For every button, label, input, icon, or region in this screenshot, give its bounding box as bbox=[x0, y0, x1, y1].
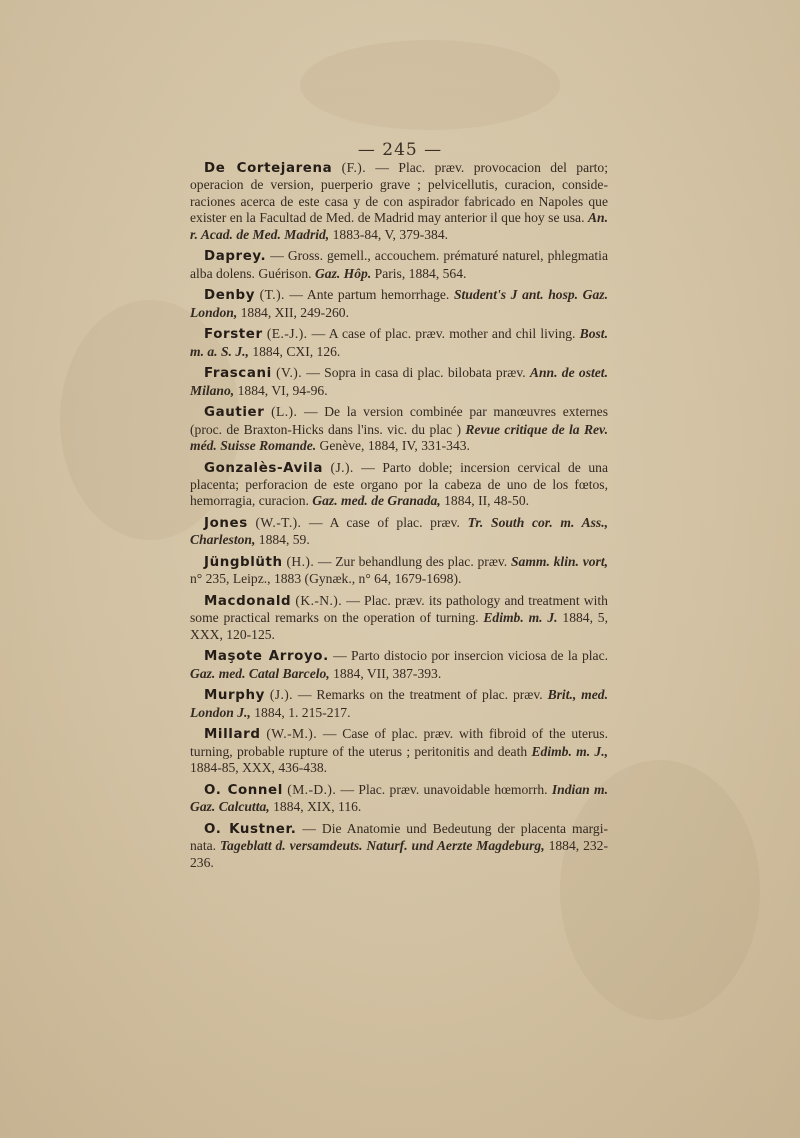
entry-title: — Parto doble; incersion cervical de una placenta; perforacion de este organo por la cabeza de uno de los fœtos, hemorragia, curacion. bbox=[190, 459, 608, 509]
entry-title: — Remarks on the treatment of plac. præv. bbox=[297, 687, 543, 703]
entry-journal: Ann. de ostet. Milano, bbox=[190, 365, 608, 398]
entry-title: — A case of plac. præv. mother and chil living. bbox=[311, 326, 576, 342]
entry-citation: 1884, VII, 387-393. bbox=[333, 665, 442, 681]
entry-initials: (K.-N.). bbox=[295, 593, 343, 609]
entry-author: Murphy bbox=[204, 688, 265, 704]
bibliography-entry bbox=[190, 554, 608, 588]
entry-author: De Cortejarena bbox=[204, 161, 333, 176]
entry-author: Jones bbox=[204, 516, 248, 532]
bibliography-entry bbox=[190, 648, 608, 682]
entry-author: Daprey. bbox=[204, 249, 267, 265]
entry-citation: 1884, XIX, 116. bbox=[273, 799, 362, 815]
entry-initials: (J.). bbox=[269, 687, 293, 703]
entry-title: — Case of plac. præv. with fibroid of the uterus. turning, probable rupture of the uterus ; peritonitis and death bbox=[190, 726, 609, 759]
bibliography-entry bbox=[190, 593, 608, 643]
entry-initials: (W.-M.). bbox=[266, 726, 318, 742]
entry-citation: 1884, II, 48-50. bbox=[444, 493, 530, 509]
bibliography-entry bbox=[190, 726, 608, 776]
entry-author: Frascani bbox=[204, 366, 272, 382]
bibliography-entry bbox=[190, 782, 608, 816]
entry-initials: (L.). bbox=[271, 404, 298, 420]
entry-title: — Die Anatomie und Bedeutung der placenta margi-nata. bbox=[190, 820, 608, 854]
bibliography-entry bbox=[190, 365, 608, 399]
entry-journal: Edimb. m. J., bbox=[531, 743, 608, 759]
entry-title: — Zur behandlung des plac. præv. bbox=[317, 554, 508, 570]
entry-initials: (H.). bbox=[286, 554, 315, 570]
entry-citation: Genève, 1884, IV, 331-343. bbox=[319, 438, 470, 454]
page-number: — 245 — bbox=[357, 140, 443, 160]
entry-journal: Revue critique de la Rev. méd. Suisse Romande. bbox=[190, 421, 608, 454]
entry-citation: 1884, VI, 94-96. bbox=[237, 382, 328, 398]
entry-author: Jüngblüth bbox=[204, 555, 283, 571]
entry-title: — Plac. præv. unavoidable hœmorrh. bbox=[340, 781, 548, 797]
bibliography-entry bbox=[190, 326, 608, 360]
entry-journal: Brit., med. London J., bbox=[190, 687, 608, 720]
bibliography-list bbox=[190, 160, 608, 876]
entry-citation: Paris, 1884, 564. bbox=[374, 265, 467, 281]
entry-title: — Parto distocio por insercion viciosa de la plac. bbox=[333, 648, 608, 664]
entry-journal: Gaz. Hôp. bbox=[314, 265, 372, 281]
entry-citation: 1884-85, XXX, 436-438. bbox=[190, 760, 328, 776]
entry-journal: Gaz. med. de Granada, bbox=[312, 493, 441, 509]
entry-title: — Plac. præv. its pathology and treatment with some practical remarks on the operation of turning. bbox=[190, 593, 608, 626]
entry-citation: 1884, CXI, 126. bbox=[252, 343, 341, 359]
entry-title: — A case of plac. præv. bbox=[309, 515, 460, 531]
entry-title: — Sopra in casa di plac. bilobata præv. bbox=[306, 365, 526, 381]
entry-citation: 1884, 59. bbox=[258, 532, 310, 548]
entry-author: Millard bbox=[204, 727, 261, 743]
bibliography-entry bbox=[190, 404, 608, 454]
entry-journal: Gaz. med. Catal Barcelo, bbox=[190, 665, 330, 681]
bibliography-entry bbox=[190, 248, 608, 282]
bibliography-entry bbox=[190, 287, 608, 321]
entry-title: — Gross. gemell., accouchem. prématuré naturel, phlegmatia alba dolens. Guérison. bbox=[190, 248, 608, 281]
bibliography-entry bbox=[190, 460, 608, 510]
entry-author: Gonzalès-Avila bbox=[204, 460, 323, 476]
entry-journal: Tageblatt d. versamdeuts. Naturf. und Aerzte Magdeburg, bbox=[219, 838, 545, 854]
entry-journal: Bost. m. a. S. J., bbox=[190, 326, 608, 359]
bibliography-entry bbox=[190, 160, 608, 243]
entry-title: — De la version combinée par manœuvres externes (proc. de Braxton-Hicks dans l'ins. vic. du plac ) bbox=[190, 404, 608, 437]
entry-initials: (M.-D.). bbox=[287, 781, 337, 797]
bibliography-entry bbox=[190, 821, 608, 871]
entry-journal: Edimb. m. J. bbox=[483, 610, 558, 626]
entry-initials: (E.-J.). bbox=[266, 326, 308, 342]
entry-journal: Samm. klin. vort, bbox=[510, 554, 608, 570]
entry-initials: (W.-T.). bbox=[255, 515, 302, 531]
entry-author: Maşote Arroyo. bbox=[204, 649, 329, 665]
entry-citation: 1883-84, V, 379-384. bbox=[332, 226, 449, 242]
entry-citation: n° 235, Leipz., 1883 (Gynæk., n° 64, 1679-1698). bbox=[190, 571, 462, 587]
entry-journal: An. r. Acad. de Med. Madrid, bbox=[190, 210, 608, 242]
entry-journal: Indian m. Gaz. Calcutta, bbox=[190, 781, 608, 815]
entry-citation: 1884, 5, XXX, 120-125. bbox=[190, 610, 608, 642]
entry-initials: (V.). bbox=[276, 365, 302, 381]
entry-journal: Student's J ant. hosp. Gaz. London, bbox=[190, 287, 608, 320]
bibliography-entry bbox=[190, 687, 608, 721]
entry-initials: (T.). bbox=[259, 287, 285, 303]
entry-title: — Plac. præv. provocacion del parto; operacion de version, puerperio grave ; pelvicellutis, curacion, conside-raciones acerca de este casa y de con aspirador fabricado en Napoles que exister en la Facultad de Med. de Madrid may anterior il que hoy se usa. bbox=[190, 160, 608, 226]
entry-author: Macdonald bbox=[204, 594, 292, 610]
entry-initials: (J.). bbox=[330, 459, 354, 475]
entry-initials: (F.). bbox=[341, 160, 366, 175]
entry-author: Denby bbox=[204, 288, 256, 304]
entry-citation: 1884, 232-236. bbox=[190, 838, 609, 870]
entry-title: — Ante partum hemorrhage. bbox=[289, 287, 450, 303]
entry-author: O. Connel bbox=[204, 782, 283, 798]
bibliography-entry bbox=[190, 515, 608, 549]
entry-citation: 1884, XII, 249-260. bbox=[240, 304, 349, 320]
entry-author: Forster bbox=[204, 327, 263, 343]
entry-journal: Tr. South cor. m. Ass., Charleston, bbox=[190, 515, 609, 548]
paper-stain bbox=[300, 40, 560, 130]
entry-citation: 1884, 1. 215-217. bbox=[254, 704, 351, 720]
entry-author: O. Kustner. bbox=[204, 821, 297, 837]
entry-author: Gautier bbox=[204, 405, 265, 421]
